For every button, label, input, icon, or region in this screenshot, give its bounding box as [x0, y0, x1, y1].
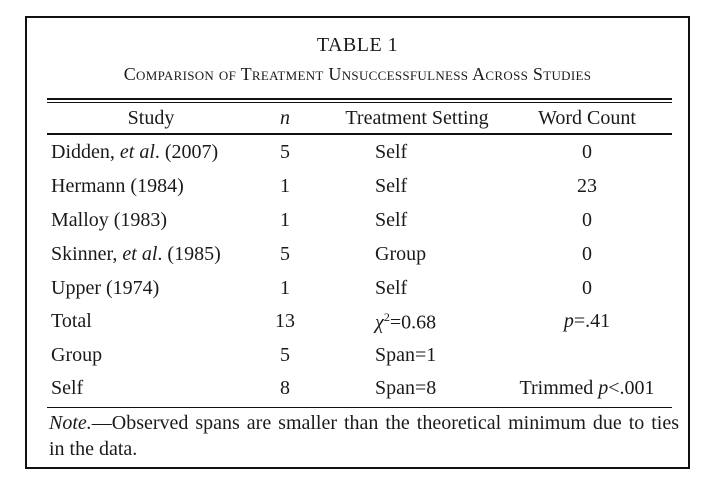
table-row-n: 5 — [280, 141, 290, 163]
table-row-setting: Self — [375, 175, 408, 197]
table-frame — [25, 16, 690, 469]
table-row-word-count: 0 — [582, 209, 592, 231]
top-rule-thin — [47, 102, 672, 103]
summary-row-n: 5 — [280, 344, 290, 366]
table-row-setting: Group — [375, 243, 427, 265]
summary-row-label: Group — [51, 344, 103, 366]
table-row-study: Upper (1974) — [51, 277, 160, 299]
header-word-count: Word Count — [538, 107, 636, 129]
table-row-study: Malloy (1983) — [51, 209, 168, 231]
summary-row-statistic: Span=8 — [375, 377, 437, 399]
table-row-word-count: 23 — [577, 175, 597, 197]
table-note: Note.—Observed spans are smaller than the theoretical minimum due to ties in the data. — [49, 412, 679, 460]
summary-row-n: 8 — [280, 377, 290, 399]
summary-row-statistic: Span=1 — [375, 344, 437, 366]
table-row-word-count: 0 — [582, 141, 592, 163]
header-rule — [47, 133, 672, 135]
table-row-study: Didden, et al. (2007) — [51, 141, 219, 163]
table-subtitle: Comparison of Treatment Unsuccessfulness Across Studies — [123, 64, 592, 84]
summary-row-label: Total — [51, 310, 92, 332]
table-title: TABLE 1 — [316, 34, 399, 56]
table-row-word-count: 0 — [582, 277, 592, 299]
summary-row-label: Self — [51, 377, 84, 399]
header-study: Study — [127, 107, 175, 129]
table-row-study: Skinner, et al. (1985) — [51, 243, 221, 265]
bottom-rule — [47, 407, 672, 408]
top-rule — [47, 98, 672, 100]
table-row-word-count: 0 — [582, 243, 592, 265]
table-row-n: 1 — [280, 277, 290, 299]
table-row-study: Hermann (1984) — [51, 175, 184, 197]
table-row-setting: Self — [375, 209, 408, 231]
summary-row-p-value: Trimmed p<.001 — [519, 377, 655, 399]
summary-row-n: 13 — [275, 310, 295, 332]
table-row-setting: Self — [375, 141, 408, 163]
header-setting: Treatment Setting — [345, 107, 489, 129]
table-row-n: 1 — [280, 209, 290, 231]
summary-row-statistic: $\chi^2=0.68$ — [375, 310, 437, 334]
table-row-n: 5 — [280, 243, 290, 265]
table-row-setting: Self — [375, 277, 408, 299]
header-n: n — [280, 107, 290, 129]
summary-row-p-value: p=.41 — [563, 310, 611, 332]
table-row-n: 1 — [280, 175, 290, 197]
